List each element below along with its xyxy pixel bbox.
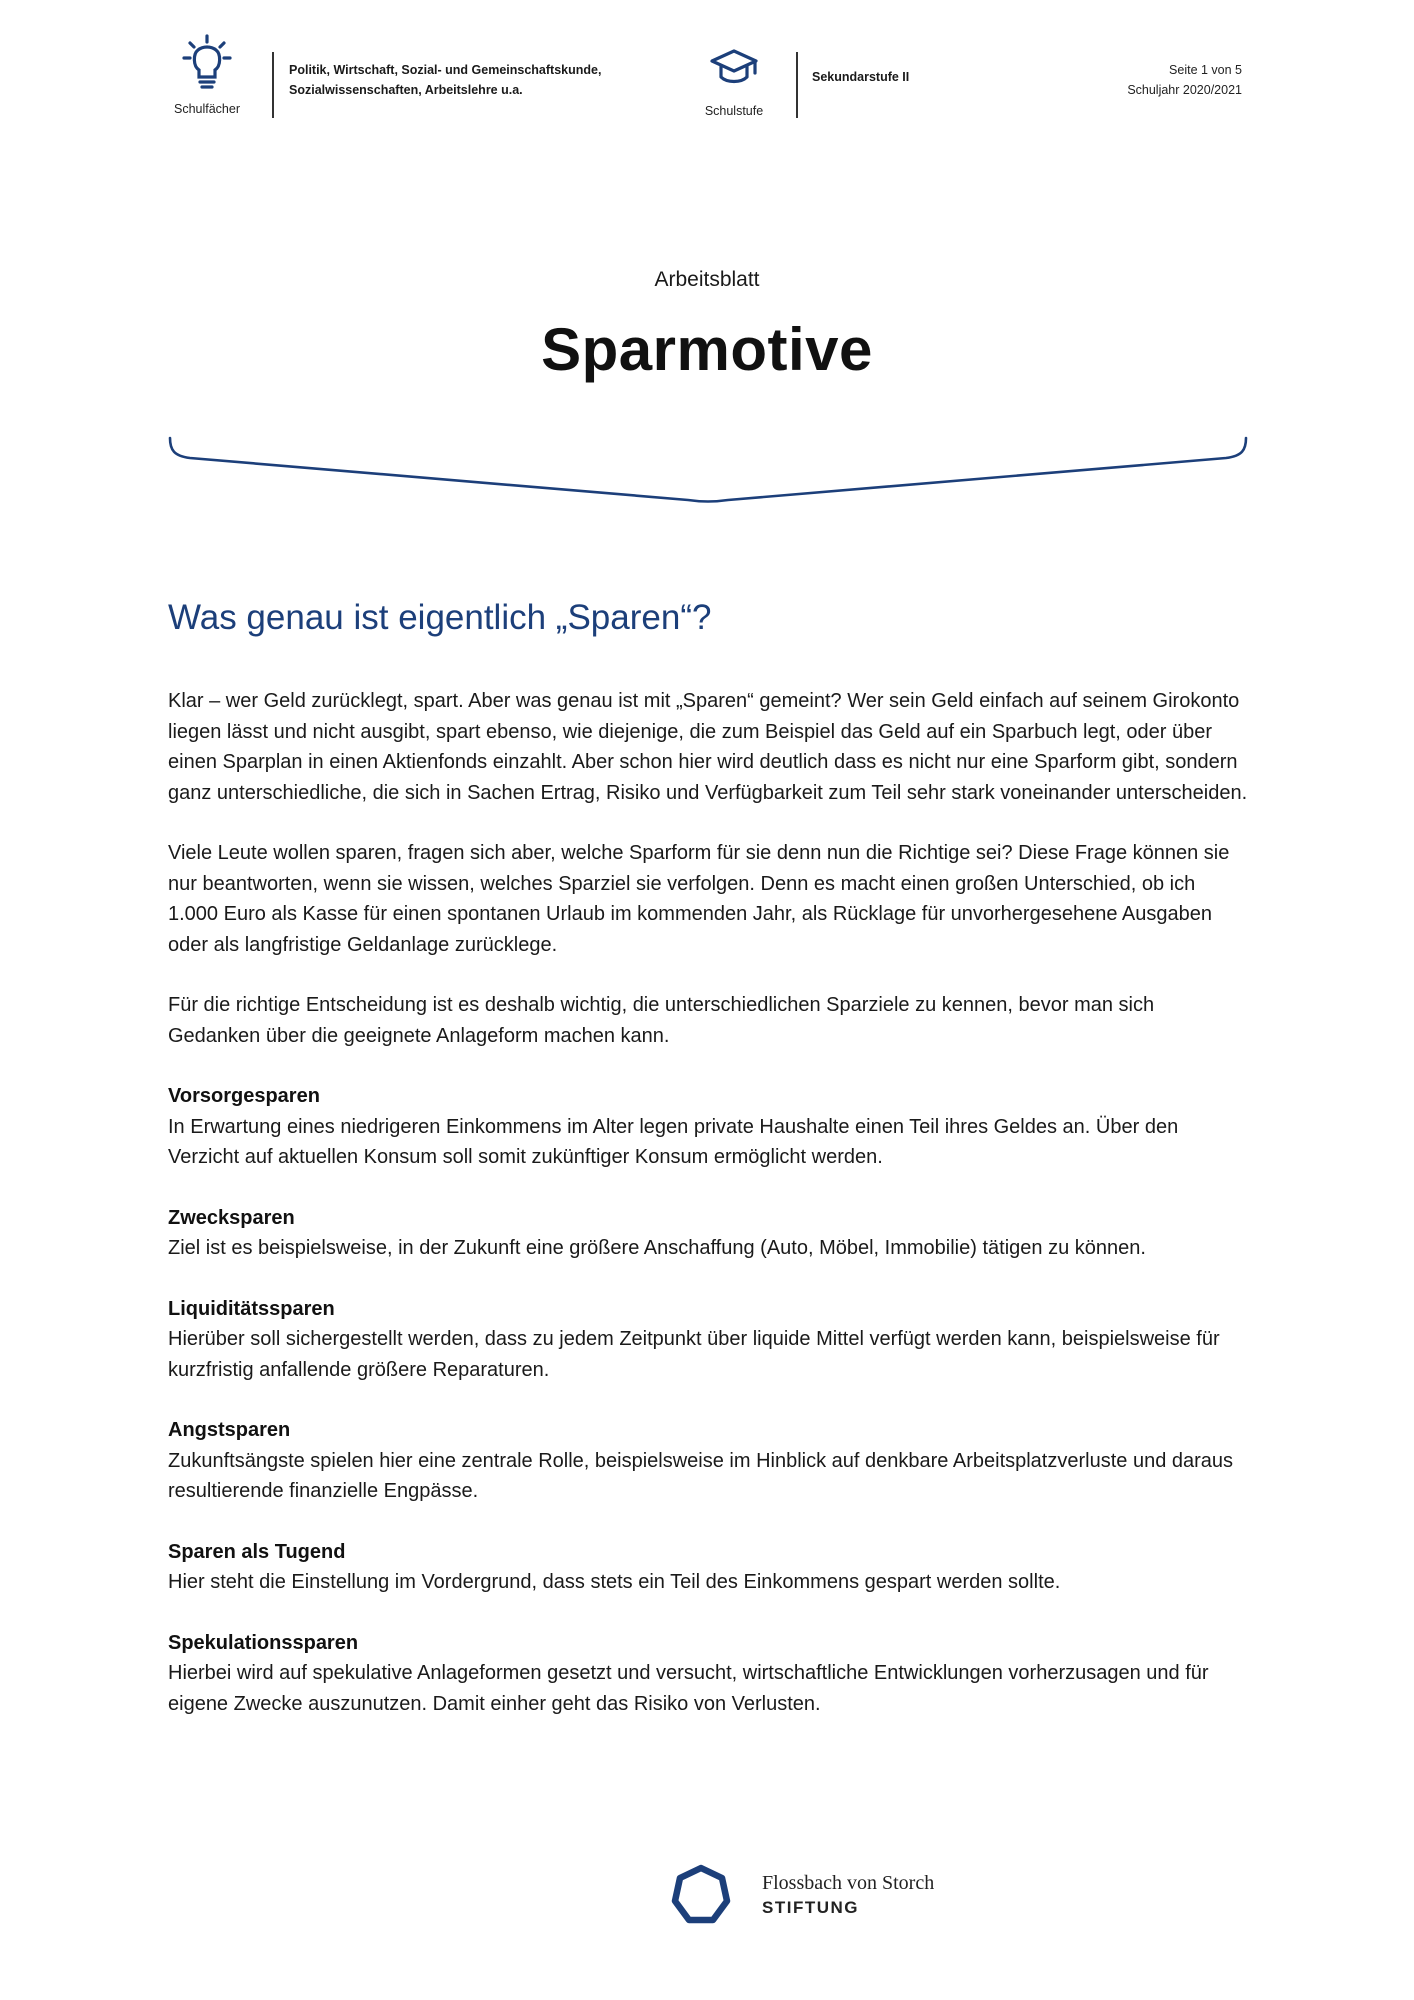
motive-title: Liquiditätssparen [168, 1297, 335, 1320]
paragraph: Für die richtige Entscheidung ist es deshalb wichtig, die unterschiedlichen Sparziele zu kennen, bevor man sich Gedanken über die geeignete Anlageform machen kann. [168, 994, 1155, 1047]
subjects-line-2: Sozialwissenschaften, Arbeitslehre u.a. [289, 83, 523, 97]
title-brace-divider [168, 430, 1248, 506]
section-heading: Was genau ist eigentlich „Sparen“? [168, 598, 712, 637]
paragraph: Viele Leute wollen sparen, fragen sich aber, welche Sparform für sie denn nun die Richtige sei? Diese Frage können sie nur beantworten, wenn sie wissen, welches Sparziel sie verfolgen. Denn es macht einen großen Unterschied, ob ich 1.000 Euro als Kasse für einen spontanen Urlaub im kommenden Jahr, als Rücklage für unvorhergesehene Ausgaben oder als langfristige Geldanlage zurücklege. [168, 842, 1230, 956]
footer-logo [668, 1862, 1008, 1932]
footer-org-sub: STIFTUNG [762, 1898, 859, 1917]
motive-title: Sparen als Tugend [168, 1540, 346, 1563]
motive-item [168, 1294, 1248, 1386]
main-content [168, 598, 1248, 1749]
motive-title: Spekulationssparen [168, 1631, 359, 1654]
level-value: Sekundarstufe II [812, 70, 910, 84]
motive-text: Hierbei wird auf spekulative Anlageformen gesetzt und versucht, wirtschaftliche Entwicklungen vorherzusagen und für eigene Zwecke auszunutzen. Damit einher geht das Risiko von Verlusten. [168, 1662, 1209, 1715]
level-label: Schulstufe [704, 104, 764, 118]
heptagon-logo-icon [668, 1862, 734, 1928]
school-year: Schuljahr 2020/2021 [1127, 83, 1242, 97]
motive-item [168, 1415, 1248, 1507]
motive-text: Ziel ist es beispielsweise, in der Zukunft eine größere Anschaffung (Auto, Möbel, Immobilie) tätigen zu können. [168, 1237, 1146, 1259]
subjects-list [289, 60, 601, 100]
motive-text: In Erwartung eines niedrigeren Einkommens im Alter legen private Haushalte einen Teil ihres Geldes an. Über den Verzicht auf aktuellen Konsum soll somit zukünftiger Konsum ermöglicht werden. [168, 1115, 1179, 1168]
paragraph: Klar – wer Geld zurücklegt, spart. Aber was genau ist mit „Sparen“ gemeint? Wer sein Geld einfach auf seinem Girokonto liegen lässt und nicht ausgibt, spart ebenso, wie diejenige, die zum Beispiel das Geld auf ein Sparbuch legt, oder über einen Sparplan in einen Aktienfonds einzahlt. Aber schon hier wird deutlich dass es nicht nur eine Sparform gibt, sondern ganz unterschiedliche, die sich in Sachen Ertrag, Risiko und Verfügbarkeit zum Teil sehr stark voneinander unterscheiden. [168, 690, 1248, 804]
header-divider [796, 52, 798, 118]
motive-item [168, 1203, 1248, 1264]
subjects-label: Schulfächer [173, 102, 240, 116]
motive-title: Vorsorgesparen [168, 1085, 320, 1107]
motive-item [168, 1537, 1248, 1598]
motive-text: Hier steht die Einstellung im Vordergrund, dass stets ein Teil des Einkommens gespart werden sollte. [168, 1571, 1061, 1593]
motive-item [168, 1081, 1248, 1173]
motive-title: Zwecksparen [168, 1206, 295, 1229]
lightbulb-icon [182, 34, 232, 90]
footer-org-name: Flossbach von Storch [762, 1872, 935, 1894]
subjects-block [157, 34, 257, 116]
level-block [684, 46, 784, 118]
header-divider [272, 52, 274, 118]
document-kicker: Arbeitsblatt [654, 268, 760, 291]
subjects-line-1: Politik, Wirtschaft, Sozial- und Gemeinschaftskunde, [289, 63, 602, 77]
graduation-cap-icon [709, 46, 759, 90]
motive-text: Hierüber soll sichergestellt werden, dass zu jedem Zeitpunkt über liquide Mittel verfügt werden kann, beispielsweise für kurzfristig anfallende größere Reparaturen. [168, 1328, 1220, 1381]
page-meta [1127, 60, 1242, 100]
motive-item [168, 1628, 1248, 1720]
motive-title: Angstsparen [168, 1419, 291, 1441]
page-header [0, 0, 1414, 130]
page-number: Seite 1 von 5 [1169, 63, 1242, 77]
motive-text: Zukunftsängste spielen hier eine zentrale Rolle, beispielsweise im Hinblick auf denkbare Arbeitsplatzverluste und daraus resultierende finanzielle Engpässe. [168, 1449, 1234, 1502]
document-title: Sparmotive [541, 316, 873, 383]
